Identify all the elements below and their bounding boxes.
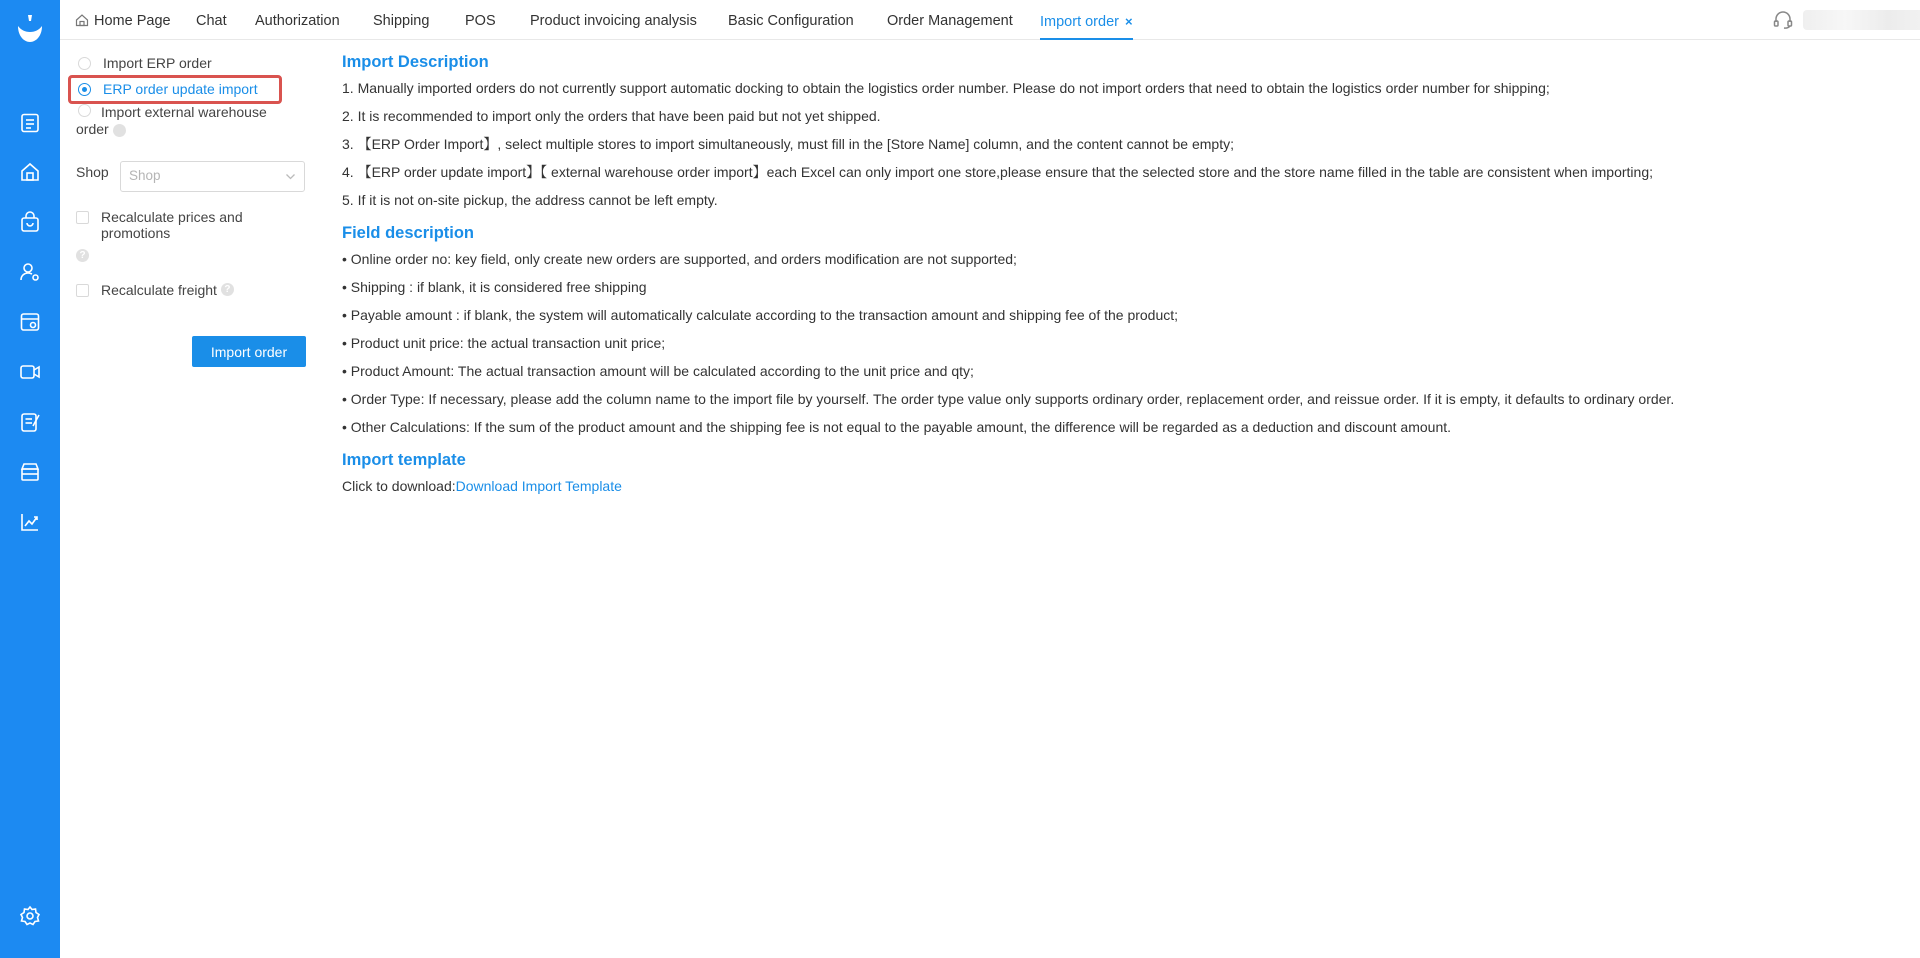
shopping-bag-icon[interactable] xyxy=(19,211,41,233)
headset-icon[interactable] xyxy=(1773,11,1793,29)
document-icon[interactable] xyxy=(19,112,41,134)
tab-import-order[interactable] xyxy=(1040,0,1133,40)
download-prefix: Click to download: xyxy=(342,478,456,494)
help-icon[interactable]: ? xyxy=(113,124,126,137)
tab-basic-configuration[interactable] xyxy=(728,0,854,40)
field-item: • Online order no: key field, only create new orders are supported, and orders modification are not supported; xyxy=(342,251,1017,267)
tab-pos[interactable] xyxy=(465,0,496,40)
checkbox-label: Recalculate freight xyxy=(101,282,217,298)
template-download-line xyxy=(342,472,1902,500)
home-icon xyxy=(75,13,89,27)
home-building-icon[interactable] xyxy=(19,161,41,183)
trend-chart-icon[interactable] xyxy=(19,511,41,533)
field-item: • Shipping : if blank, it is considered free shipping xyxy=(342,279,647,295)
field-item: • Other Calculations: If the sum of the product amount and the shipping fee is not equal to the payable amount, the difference will be regarded as a deduction and discount amount. xyxy=(342,419,1452,435)
help-icon[interactable]: ? xyxy=(221,283,234,296)
radio-label-wrap xyxy=(76,104,291,138)
shop-select-placeholder: Shop xyxy=(129,168,161,183)
radio-import-erp-order[interactable] xyxy=(78,55,212,71)
field-description-title: Field description xyxy=(342,224,475,242)
field-item: • Product unit price: the actual transaction unit price; xyxy=(342,335,666,351)
description-item: 5. If it is not on-site pickup, the address cannot be left empty. xyxy=(342,192,718,208)
import-order-button[interactable]: Import order xyxy=(192,336,306,367)
checkbox-recalculate-freight[interactable] xyxy=(76,282,234,298)
radio-erp-order-update-import[interactable] xyxy=(78,81,258,97)
left-nav-rail xyxy=(0,0,60,958)
import-options-panel xyxy=(60,41,320,441)
radio-button[interactable] xyxy=(78,104,91,117)
tab-label: Order Management xyxy=(887,13,1013,29)
description-item: 1. Manually imported orders do not currently support automatic docking to obtain the logistics order number. Please do not import orders that need to obtain the logistics order number for shipping; xyxy=(342,80,1550,96)
tab-label: Basic Configuration xyxy=(728,13,854,29)
import-template-title: Import template xyxy=(342,451,466,469)
tab-authorization[interactable] xyxy=(255,0,340,40)
tab-product-invoicing-analysis[interactable] xyxy=(530,0,697,40)
description-item: 3. 【ERP Order Import】, select multiple stores to import simultaneously, must fill in the [Store Name] column, and the content cannot be empty; xyxy=(342,136,1234,152)
checkbox-recalculate-prices[interactable] xyxy=(76,209,276,241)
user-account-menu[interactable] xyxy=(1803,10,1920,30)
help-icon[interactable]: ? xyxy=(76,249,89,262)
chevron-down-icon xyxy=(285,171,296,182)
gear-icon[interactable] xyxy=(19,905,41,927)
radio-button[interactable] xyxy=(78,57,91,70)
tab-label: Home Page xyxy=(94,13,171,29)
field-item: • Payable amount : if blank, the system will automatically calculate according to the transaction amount and shipping fee of the product; xyxy=(342,307,1179,323)
radio-button-selected[interactable] xyxy=(78,83,91,96)
field-item: • Order Type: If necessary, please add the column name to the import file by yourself. The order type value only supports ordinary order, replacement order, and reissue order. If it is empty, it defaults to ordinary order. xyxy=(342,391,1675,407)
shop-select[interactable] xyxy=(120,161,305,192)
radio-label: Import ERP order xyxy=(103,55,212,71)
tab-chat[interactable] xyxy=(196,0,227,40)
tab-label: POS xyxy=(465,13,496,29)
main-content xyxy=(342,50,1902,500)
storefront-icon[interactable] xyxy=(19,461,41,483)
tab-label: Authorization xyxy=(255,13,340,29)
top-tab-bar xyxy=(60,0,1920,40)
tab-shipping[interactable] xyxy=(373,0,429,40)
tab-label: Product invoicing analysis xyxy=(530,13,697,29)
shop-label: Shop xyxy=(76,164,109,180)
droplet-logo[interactable] xyxy=(15,12,45,44)
user-settings-icon[interactable] xyxy=(19,261,41,283)
checkbox[interactable] xyxy=(76,284,89,297)
description-item: 2. It is recommended to import only the orders that have been paid but not yet shipped. xyxy=(342,108,881,124)
radio-label: ERP order update import xyxy=(103,81,258,97)
radio-import-external-warehouse-order[interactable] xyxy=(78,104,308,138)
field-item: • Product Amount: The actual transaction amount will be calculated according to the unit price and qty; xyxy=(342,363,974,379)
description-item: 4. 【ERP order update import】【 external warehouse order import】each Excel can only import one store,please ensure that the selected store and the store name filled in the table are consistent when importing; xyxy=(342,164,1654,180)
radio-label: Import external warehouse order xyxy=(76,104,267,137)
tab-label: Chat xyxy=(196,13,227,29)
checkbox[interactable] xyxy=(76,211,89,224)
checkbox-label: Recalculate prices and promotions xyxy=(101,209,243,241)
spacer xyxy=(342,214,1902,221)
spacer xyxy=(342,441,1902,448)
import-description-title: Import Description xyxy=(342,53,489,71)
tab-home-page[interactable] xyxy=(75,0,171,40)
download-template-link[interactable]: Download Import Template xyxy=(455,478,622,494)
video-icon[interactable] xyxy=(19,361,41,383)
store-settings-icon[interactable] xyxy=(19,311,41,333)
close-icon[interactable]: × xyxy=(1124,14,1133,29)
tab-order-management[interactable] xyxy=(887,0,1013,40)
tab-label: Import order xyxy=(1040,14,1119,30)
checklist-icon[interactable] xyxy=(19,411,41,433)
tab-label: Shipping xyxy=(373,13,430,29)
